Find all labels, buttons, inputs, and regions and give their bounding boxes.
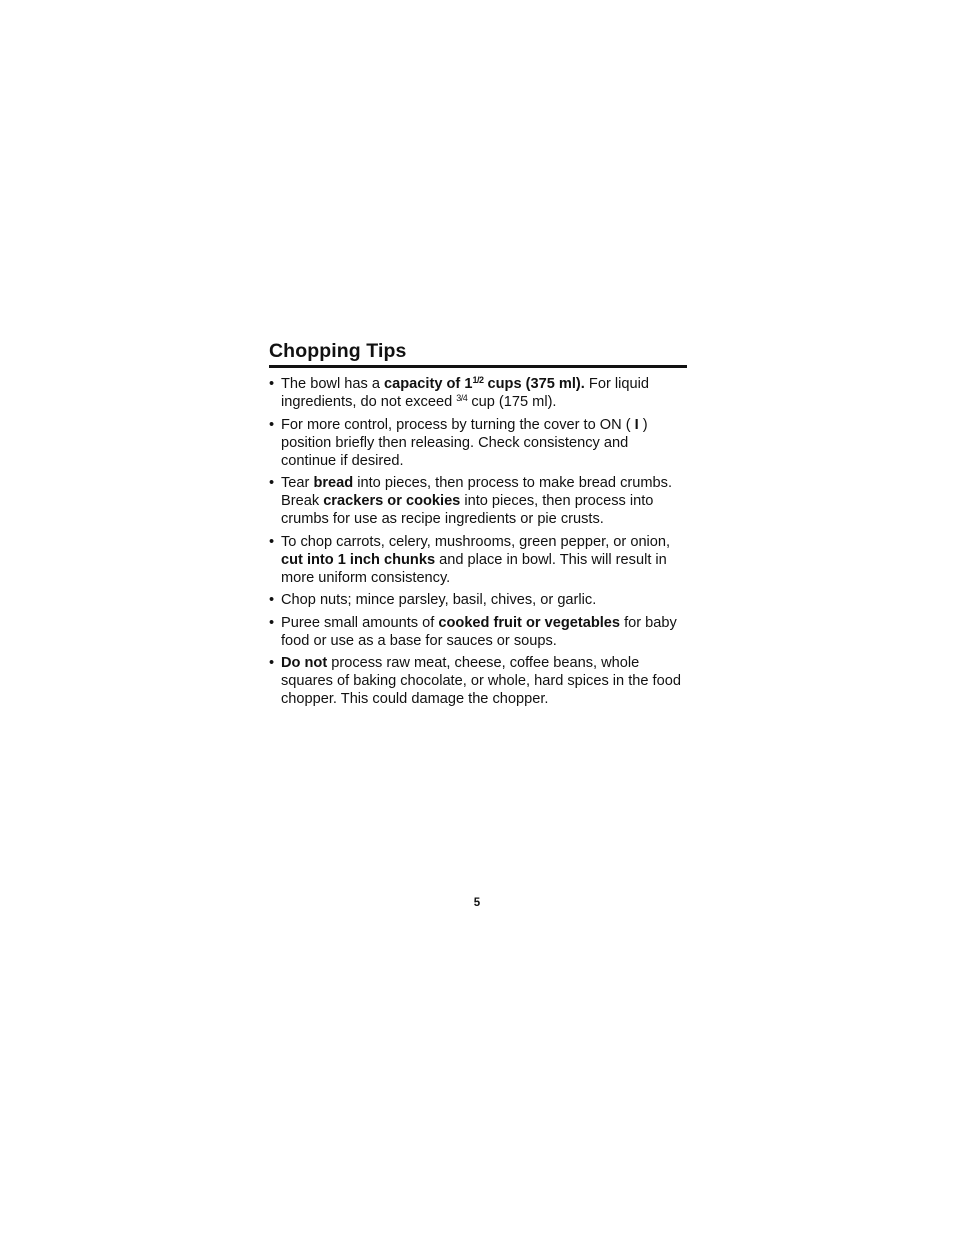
- bullet-icon: •: [269, 533, 275, 550]
- bullet-icon: •: [269, 614, 275, 631]
- bullet-icon: •: [269, 655, 275, 671]
- tip-item: [269, 654, 687, 708]
- tip-emphasis: cooked fruit or vegetables: [438, 614, 621, 631]
- tip-text: Tear: [281, 475, 314, 491]
- chopping-tips-section: [269, 339, 687, 713]
- tip-item: [269, 474, 687, 528]
- tip-emphasis: cut into 1 inch chunks: [281, 551, 436, 568]
- tip-text: For liquid ingredients, do not exceed: [281, 376, 649, 410]
- tip-emphasis: I: [634, 416, 639, 433]
- tip-emphasis: capacity of 1: [384, 376, 473, 392]
- bullet-icon: •: [269, 475, 275, 491]
- bullet-icon: •: [269, 376, 275, 392]
- tip-emphasis: Do not: [281, 655, 328, 671]
- tip-text: for baby food or use as a base for sauces or soups.: [281, 614, 677, 649]
- tip-item: [269, 614, 687, 650]
- tip-text: and place in bowl. This will result in more uniform consistency.: [281, 551, 667, 586]
- tip-item: [269, 416, 687, 470]
- tip-item: [269, 375, 687, 411]
- tip-text: process raw meat, cheese, coffee beans, whole squares of baking chocolate, or whole, hard spices in the food chopper. This could damage the chopper.: [281, 655, 681, 707]
- tip-text: ) position briefly then releasing. Check consistency and continue if desired.: [281, 416, 648, 469]
- tip-emphasis: crackers or cookies: [323, 493, 461, 509]
- tip-text: To chop carrots, celery, mushrooms, green pepper, or onion,: [281, 533, 671, 550]
- tip-item: [269, 591, 687, 609]
- title-underline-rule: [269, 365, 687, 368]
- tip-emphasis: bread: [313, 475, 354, 491]
- tip-text: For more control, process by turning the cover to ON (: [281, 416, 635, 433]
- tip-text: The bowl has a: [281, 376, 385, 392]
- tip-text: into pieces, then process into crumbs for use as recipe ingredients or pie crusts.: [281, 493, 654, 527]
- section-title: Chopping Tips: [269, 340, 407, 362]
- tip-text: Puree small amounts of: [281, 614, 439, 631]
- tip-item: [269, 533, 687, 587]
- bullet-icon: •: [269, 592, 275, 608]
- tip-text: Chop nuts; mince parsley, basil, chives, or garlic.: [281, 592, 597, 608]
- tip-text: into pieces, then process to make bread crumbs. Break: [281, 475, 672, 509]
- tip-emphasis: cups (375 ml).: [483, 376, 585, 392]
- fraction: 1/2: [472, 375, 484, 385]
- page-number: 5: [473, 897, 481, 909]
- fraction: 3/4: [456, 393, 468, 403]
- tips-list: [269, 375, 687, 708]
- bullet-icon: •: [269, 416, 275, 433]
- tip-text: cup (175 ml).: [467, 394, 557, 410]
